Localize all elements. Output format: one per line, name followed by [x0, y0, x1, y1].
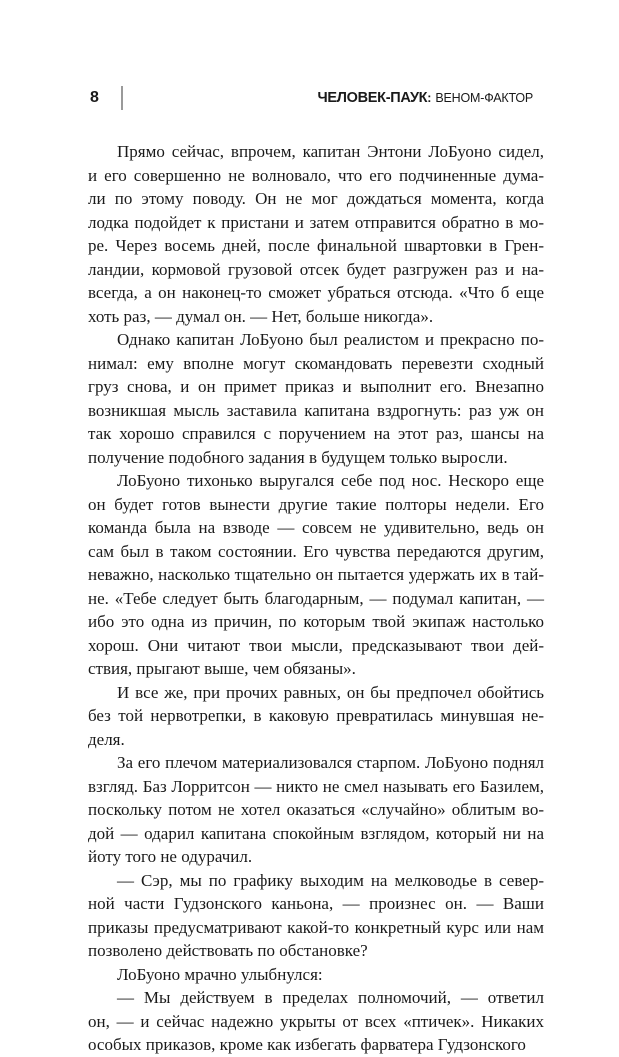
text-line: он будет готов вынести другие такие полторы недели. Его: [88, 494, 544, 514]
text-line: ствия, прыгают выше, чем обязаны».: [88, 659, 356, 678]
text-line: позволено действовать по обстановке?: [88, 941, 368, 960]
text-line: йоту того не одурачил.: [88, 847, 253, 866]
page-number: 8: [90, 89, 99, 106]
text-line: ландии, кормовой грузовой отсек будет разгружен раз и на-: [88, 259, 544, 279]
text-line: без той нервотрепки, в каковую превратилась минувшая не-: [88, 706, 544, 725]
paragraph: [88, 751, 544, 869]
header-divider: [121, 86, 123, 110]
text-line: ре. Через восемь дней, после финальной швартовки в Грен-: [88, 236, 544, 255]
book-title: ЧЕЛОВЕК-ПАУК: [317, 90, 428, 106]
text-line: груз снова, и он примет приказ и выполнит его. Внезапно: [88, 377, 544, 396]
text-line: команда была на взводе — совсем не удивительно, ведь он: [88, 518, 544, 537]
text-line: не. «Тебе следует быть благодарным, — подумал капитан, —: [88, 588, 544, 608]
text-line: поскольку потом не хотел оказаться «случайно» облитым во-: [88, 800, 544, 819]
paragraph: [88, 328, 544, 469]
text-line: он, — и сейчас надежно укрыты от всех «птичек». Никаких: [88, 1011, 544, 1031]
text-line: ЛоБуоно мрачно улыбнулся:: [117, 964, 323, 984]
text-line: взгляд. Баз Лорритсон — никто не смел называть его Базилем,: [88, 776, 544, 796]
book-subtitle: ВЕНОМ-ФАКТОР: [435, 91, 533, 105]
paragraph: [88, 986, 544, 1057]
text-line: дой — одарил капитана спокойным взглядом, который ни на: [88, 823, 544, 843]
paragraph: [88, 963, 544, 987]
paragraph: [88, 469, 544, 681]
text-line: особых приказов, кроме как избегать фарватера Гудзонского: [88, 1035, 526, 1054]
text-line: всегда, а он наконец-то сможет убраться отсюда. «Что б еще: [88, 283, 544, 302]
text-line: ной части Гудзонского каньона, — произнес он. — Ваши: [88, 894, 544, 913]
text-line: ибо это одна из причин, по которым твой экипаж настолько: [88, 612, 544, 631]
paragraph: [88, 869, 544, 963]
text-line: хоть раз, — думал он. — Нет, больше никогда».: [88, 306, 434, 326]
text-line: За его плечом материализовался старпом. ЛоБуоно поднял: [117, 753, 544, 772]
text-line: так хорошо справился с поручением на этот раз, шансы на: [88, 424, 544, 443]
text-line: нимал: ему вполне могут скомандовать перевезти сходный: [88, 353, 544, 373]
paragraph: [88, 681, 544, 752]
title-separator: :: [427, 91, 432, 105]
text-line: неважно, насколько тщательно он пытается удержать их в тай-: [88, 565, 544, 584]
text-line: приказы предусматривают какой-то конкретный курс или нам: [88, 917, 544, 937]
text-line: лодка подойдет к пристани и затем отправится обратно в мо-: [88, 212, 544, 232]
text-line: Прямо сейчас, впрочем, капитан Энтони ЛоБуоно сидел,: [117, 142, 544, 161]
text-line: — Сэр, мы по графику выходим на мелководье в север-: [117, 870, 544, 890]
text-line: и его совершенно не волновало, что его подчиненные дума-: [88, 165, 544, 185]
paragraph: [88, 140, 544, 328]
text-line: деля.: [88, 729, 125, 749]
text-line: возникшая мысль заставила капитана вздрогнуть: раз уж он: [88, 400, 544, 420]
text-line: хорош. Они читают твои мысли, предсказывают твои дей-: [88, 635, 544, 655]
text-line: И все же, при прочих равных, он бы предпочел обойтись: [117, 682, 544, 702]
running-header: [0, 0, 619, 120]
text-line: ли по этому поводу. Он не мог дождаться момента, когда: [88, 189, 544, 208]
body-text: [88, 140, 544, 1057]
running-title: [317, 90, 533, 106]
text-line: Однако капитан ЛоБуоно был реалистом и прекрасно по-: [117, 330, 544, 349]
text-line: ЛоБуоно тихонько выругался себе под нос. Нескоро еще: [117, 471, 544, 490]
text-line: — Мы действуем в пределах полномочий, — ответил: [117, 988, 544, 1007]
text-line: получение подобного задания в будущем только выросли.: [88, 447, 508, 467]
text-line: сам был в таком состоянии. Его чувства передаются другим,: [88, 541, 544, 561]
